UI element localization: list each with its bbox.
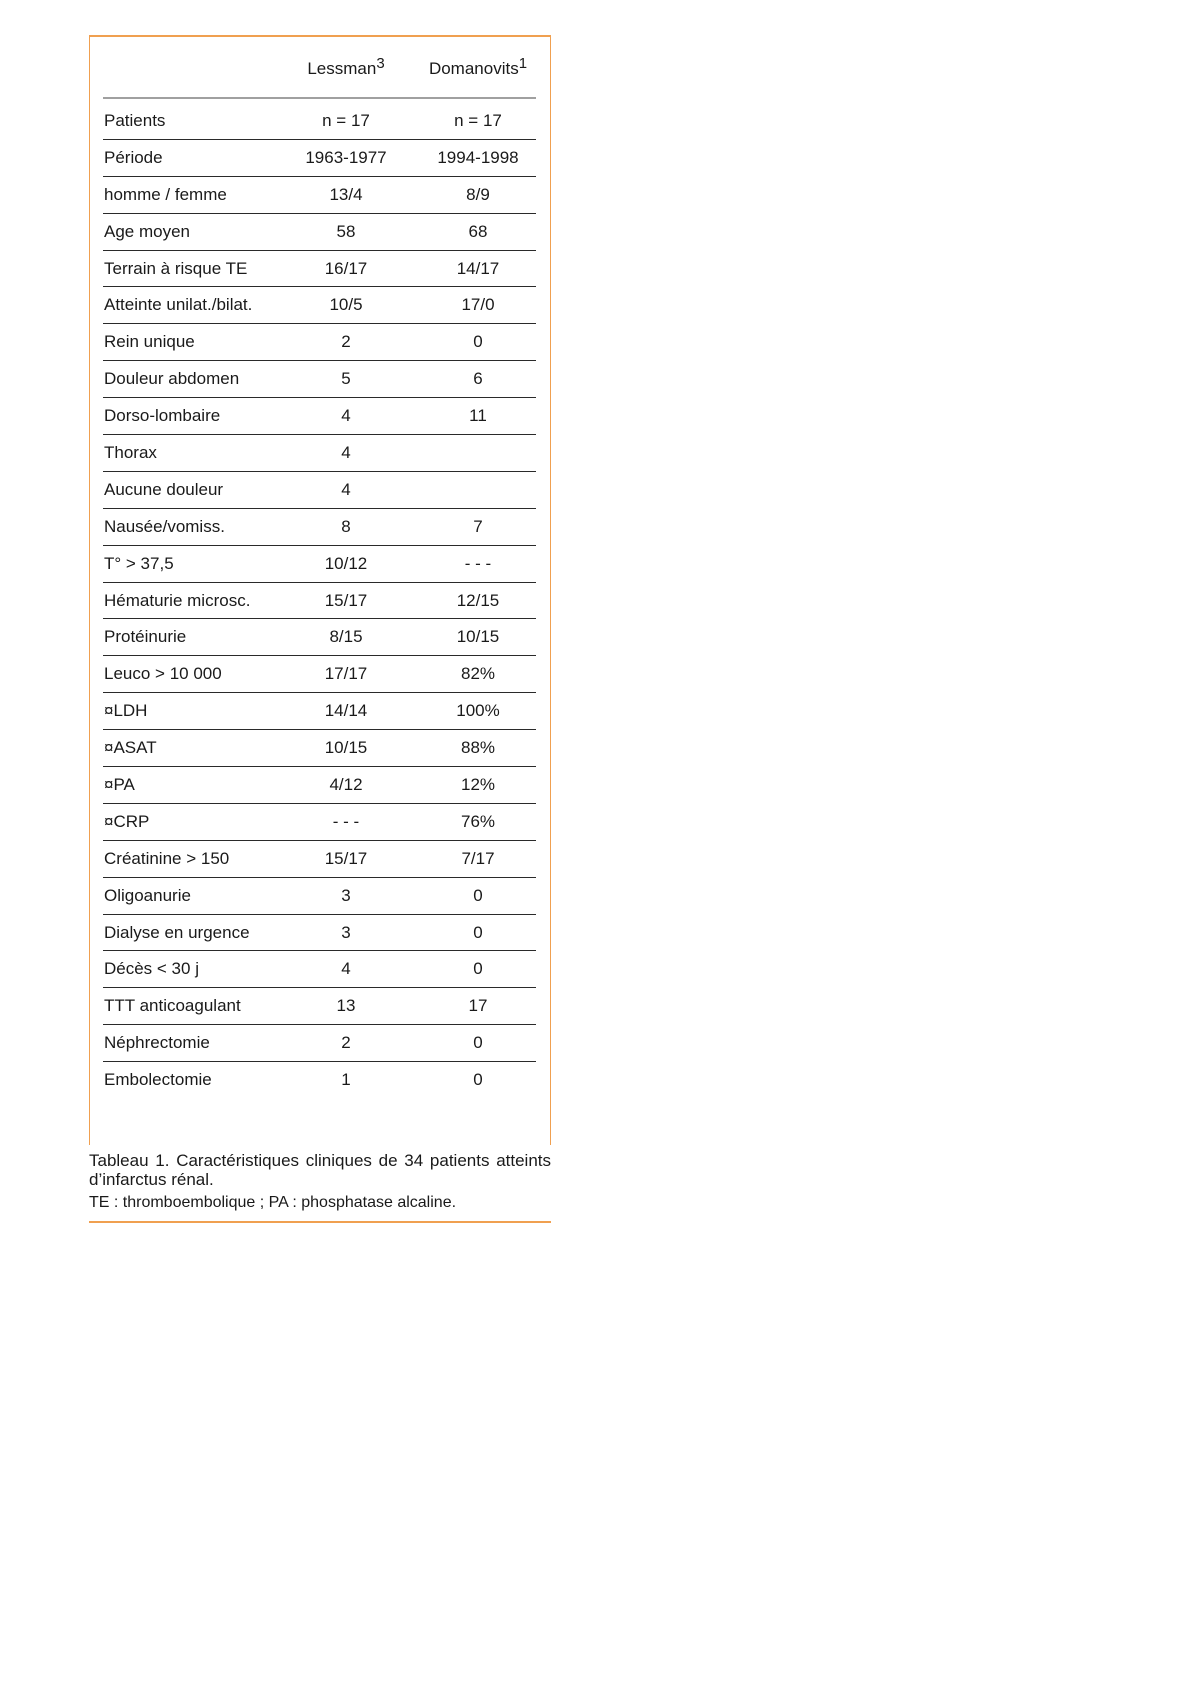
table-row: [103, 177, 536, 214]
cell-domanovits: 6: [473, 369, 483, 389]
cell-lessman: - - -: [332, 811, 360, 831]
cell-domanovits: 12/15: [456, 590, 500, 610]
cell-lessman: 1963-1977: [305, 147, 387, 167]
row-label: ¤PA: [104, 775, 135, 795]
cell-lessman: 3: [341, 885, 351, 905]
row-label: TTT anticoagulant: [104, 996, 241, 1016]
cell-lessman: 10/5: [329, 295, 363, 315]
cell-lessman: 16/17: [324, 258, 368, 278]
cell-domanovits: 0: [473, 922, 483, 942]
table-row: [103, 1025, 536, 1062]
cell-lessman: 3: [341, 922, 351, 942]
row-label: Dialyse en urgence: [104, 922, 250, 942]
row-label: Thorax: [104, 443, 157, 463]
reference-superscript: 3: [376, 55, 385, 72]
caption-title: Tableau 1. Caractéristiques cliniques de 34 patients atteints d’infarctus rénal.: [89, 1151, 551, 1189]
table-body: [103, 103, 536, 1099]
cell-lessman: 10/15: [324, 738, 368, 758]
table-row: [103, 1062, 536, 1099]
row-label: Leuco > 10 000: [104, 664, 222, 684]
table-row: [103, 435, 536, 472]
cell-domanovits: 1994-1998: [437, 147, 519, 167]
cell-domanovits: - - -: [464, 553, 492, 573]
table-row: [103, 546, 536, 583]
cell-lessman: 4: [341, 959, 351, 979]
row-label: ¤LDH: [104, 701, 148, 721]
cell-domanovits: 100%: [456, 701, 500, 721]
cell-lessman: 1: [341, 1070, 351, 1090]
row-label: ¤ASAT: [104, 738, 157, 758]
cell-domanovits: 17/0: [461, 295, 495, 315]
column-header-name: Domanovits: [428, 59, 519, 78]
cell-lessman: 2: [341, 332, 351, 352]
row-label: Oligoanurie: [104, 885, 191, 905]
cell-domanovits: 10/15: [456, 627, 500, 647]
cell-lessman: 4: [341, 479, 351, 499]
cell-domanovits: 14/17: [456, 258, 500, 278]
column-header-domanovits: [419, 55, 537, 79]
reference-superscript: 1: [518, 55, 528, 72]
row-label: Période: [104, 147, 163, 167]
table-row: [103, 361, 536, 398]
row-label: ¤CRP: [104, 811, 150, 831]
table-row: [103, 804, 536, 841]
table-row: [103, 472, 536, 509]
cell-domanovits: 0: [473, 885, 483, 905]
row-label: Décès < 30 j: [104, 959, 199, 979]
cell-domanovits: 76%: [460, 811, 496, 831]
row-label: homme / femme: [104, 184, 227, 204]
cell-domanovits: 0: [473, 959, 483, 979]
table-row: [103, 693, 536, 730]
cell-domanovits: 17: [468, 996, 488, 1016]
table-row: [103, 878, 536, 915]
table-row: [103, 324, 536, 361]
row-label: Embolectomie: [104, 1070, 212, 1090]
cell-lessman: 10/12: [324, 553, 368, 573]
cell-lessman: 13: [336, 996, 356, 1016]
cell-domanovits: 11: [469, 406, 487, 426]
table-row: [103, 988, 536, 1025]
row-label: Terrain à risque TE: [104, 258, 248, 278]
table-row: [103, 841, 536, 878]
cell-domanovits: 7: [473, 516, 483, 536]
row-label: Aucune douleur: [104, 479, 224, 499]
row-label: Atteinte unilat./bilat.: [104, 295, 253, 315]
cell-domanovits: 0: [473, 1070, 483, 1090]
cell-domanovits: n = 17: [454, 111, 502, 130]
cell-domanovits: 82%: [460, 664, 496, 684]
cell-lessman: 17/17: [324, 664, 368, 684]
table-row: [103, 509, 536, 546]
row-label: Créatinine > 150: [104, 848, 230, 868]
cell-lessman: 4: [341, 406, 351, 426]
row-label: Dorso-lombaire: [104, 406, 221, 426]
table-row: [103, 656, 536, 693]
cell-lessman: 4: [341, 443, 351, 463]
caption-bottom-rule: [89, 1221, 551, 1223]
cell-lessman: 2: [341, 1033, 351, 1053]
cell-lessman: 4/12: [329, 775, 363, 795]
table-row: [103, 767, 536, 804]
table-row: [103, 214, 536, 251]
cell-lessman: 8: [341, 516, 351, 536]
cell-domanovits: 0: [473, 332, 483, 352]
table-caption: [89, 1151, 551, 1212]
cell-lessman: n = 17: [322, 111, 370, 130]
cell-lessman: 15/17: [324, 590, 368, 610]
table-header: [103, 37, 536, 99]
cell-domanovits: 7/17: [461, 848, 495, 868]
column-header-lessman: [293, 55, 399, 79]
table-row: [103, 730, 536, 767]
cell-lessman: 13/4: [329, 184, 363, 204]
table-row: [103, 951, 536, 988]
cell-domanovits: 0: [473, 1033, 483, 1053]
cell-domanovits: 68: [468, 221, 488, 241]
table-row: [103, 619, 536, 656]
table-row: [103, 140, 536, 177]
row-label: Protéinurie: [104, 627, 187, 647]
cell-lessman: 8/15: [329, 627, 363, 647]
row-label: Douleur abdomen: [104, 369, 240, 389]
cell-domanovits: 88%: [460, 738, 496, 758]
table-row: [103, 915, 536, 952]
table-row: [103, 103, 536, 140]
cell-lessman: 58: [336, 221, 356, 241]
row-label: T° > 37,5: [104, 553, 174, 573]
column-header-name: Lessman: [307, 59, 377, 78]
row-label: Rein unique: [104, 332, 195, 352]
row-label: Age moyen: [104, 221, 190, 241]
cell-lessman: 5: [341, 369, 351, 389]
row-label: Néphrectomie: [104, 1033, 210, 1053]
table-row: [103, 583, 536, 620]
table-row: [103, 398, 536, 435]
clinical-table: [89, 35, 551, 1145]
cell-domanovits: 12%: [460, 775, 496, 795]
row-label: Nausée/vomiss.: [104, 516, 225, 536]
table-row: [103, 251, 536, 288]
row-label: Hématurie microsc.: [104, 590, 251, 610]
cell-lessman: 14/14: [324, 701, 368, 721]
cell-domanovits: 8/9: [466, 184, 490, 204]
table-row: [103, 287, 536, 324]
row-label: Patients: [104, 111, 166, 130]
caption-abbreviations: TE : thromboembolique ; PA : phosphatase alcaline.: [89, 1194, 457, 1211]
cell-lessman: 15/17: [324, 848, 368, 868]
